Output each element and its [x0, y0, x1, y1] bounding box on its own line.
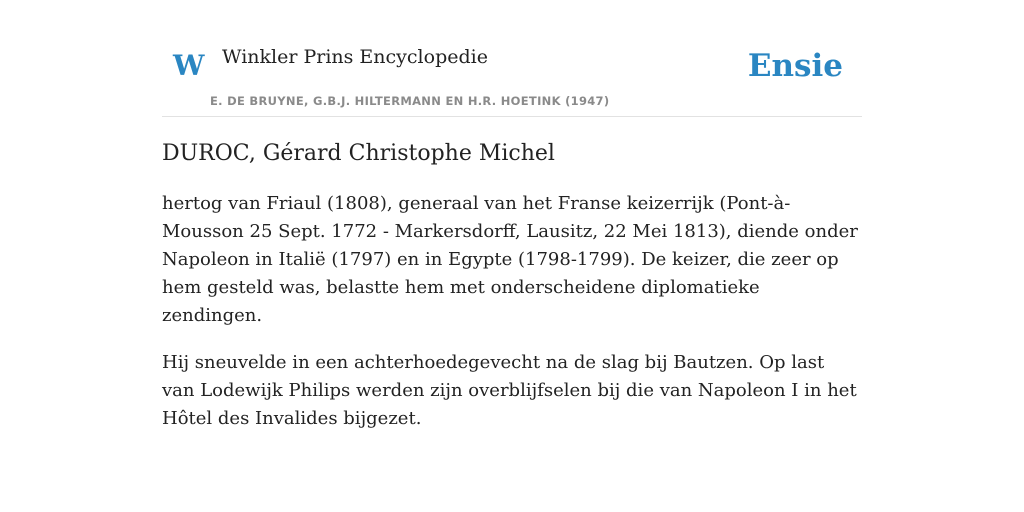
- entry-title: DUROC, Gérard Christophe Michel: [162, 141, 555, 166]
- article: [162, 140, 862, 452]
- winkler-prins-logo[interactable]: W: [173, 49, 205, 82]
- entry-paragraph: Hij sneuvelde in een achterhoedegevecht na de slag bij Bautzen. Op last van Lodewijk Philips werden zijn overblijfselen bij die van Napoleon I in het Hôtel des Invalides bijgezet.: [162, 351, 857, 429]
- page-header: [162, 0, 862, 117]
- entry-paragraph: hertog van Friaul (1808), generaal van het Franse keizerrijk (Pont-à-Mousson 25 Sept. 1772 - Markersdorff, Lausitz, 22 Mei 1813), diende onder Napoleon in Italië (1797) en in Egypte (1798-1799). De keizer, die zeer op hem gesteld was, belastte hem met onderscheidene diplomatieke zendingen.: [162, 192, 858, 326]
- publication-title: Winkler Prins Encyclopedie: [222, 46, 488, 68]
- ensie-logo-link[interactable]: Ensie: [747, 48, 843, 84]
- publication-authors: E. DE BRUYNE, G.B.J. HILTERMANN EN H.R. HOETINK (1947): [210, 94, 610, 108]
- entry-body: [162, 190, 862, 433]
